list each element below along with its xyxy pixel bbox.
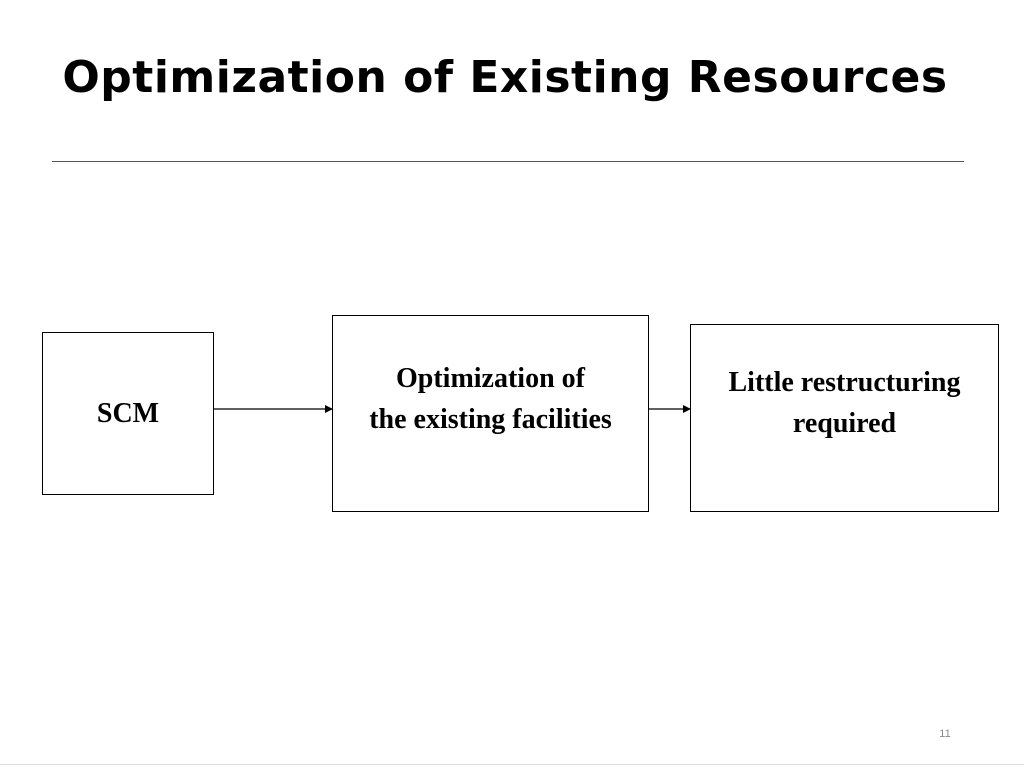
box-scm bbox=[42, 332, 214, 495]
page-number: 11 bbox=[939, 728, 951, 740]
footer-divider bbox=[0, 764, 1024, 765]
slide-title: Optimization of Existing Resources bbox=[62, 52, 948, 103]
box-optimization-line2: the existing facilities bbox=[369, 403, 612, 435]
box-scm-label: SCM bbox=[96, 398, 160, 429]
box-optimization-existing-facilities bbox=[332, 315, 649, 512]
box-optimization-line1: Optimization of bbox=[396, 362, 585, 394]
box-little-line2: required bbox=[792, 408, 897, 439]
box-little-text bbox=[729, 362, 961, 444]
box-optimization-text bbox=[369, 358, 612, 440]
title-divider bbox=[52, 161, 964, 162]
box-little-restructuring bbox=[690, 324, 999, 512]
box-little-line1: Little restructuring bbox=[728, 367, 961, 398]
